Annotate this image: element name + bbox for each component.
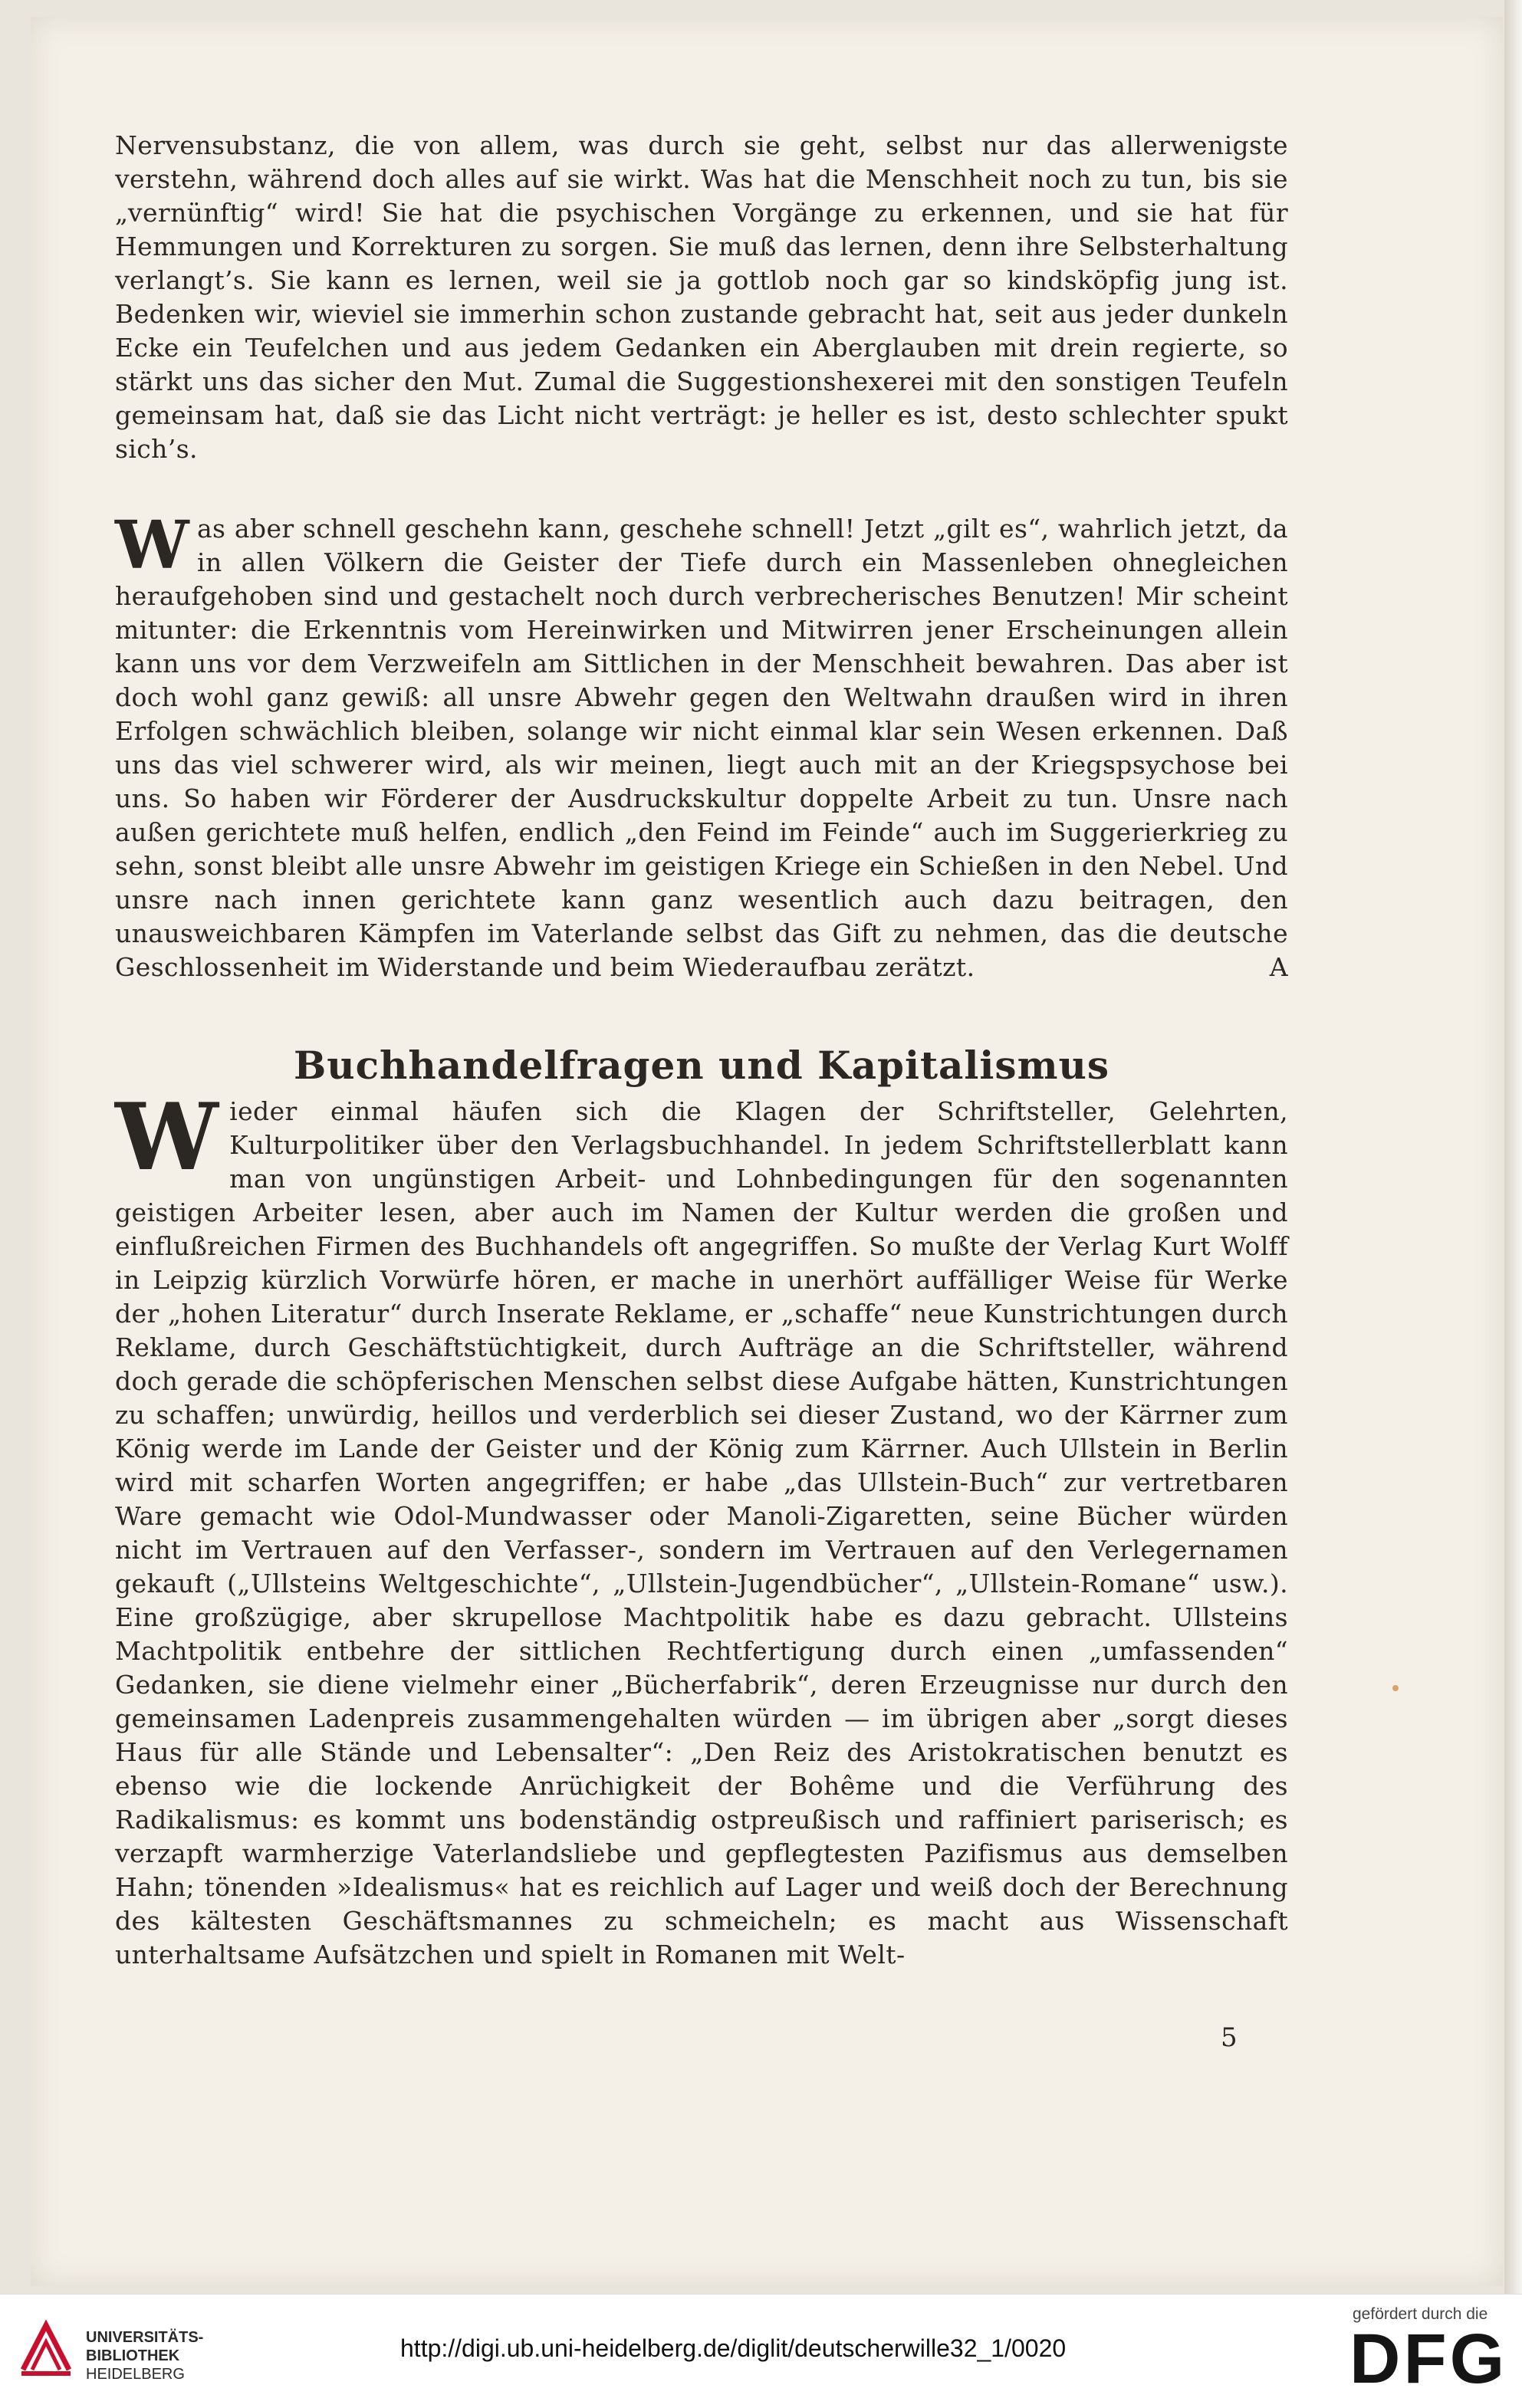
author-signature: A — [1269, 952, 1288, 982]
section-heading: Buchhandelfragen und Kapitalismus — [294, 1043, 1109, 1088]
paragraph-1-text: Nervensubstanz, die von allem, was durch sie geht, selbst nur das allerwenigste verstehn, während doch alles auf sie wirkt. Was hat die Menschheit noch zu tun, bis sie „vernünftig“ wird! Sie hat die psychischen Vorgänge zu erkennen, und sie hat für Hemmungen und Korrekturen zu sorgen. Sie muß das lernen, denn ihre Selbsterhaltung verlangt’s. Sie kann es lernen, weil sie ja gottlob noch gar so kindsköpfig jung ist. Bedenken wir, wieviel sie immerhin schon zustande gebracht hat, seit aus jeder dunkeln Ecke ein Teufelchen und aus jedem Gedanken ein Aberglauben mit drein regierte, so stärkt uns das sicher den Mut. Zumal die Suggestionshexerei mit den sonstigen Teufeln gemeinsam hat, daß sie das Licht nicht verträgt: je heller es ist, desto schlechter spukt sich’s. — [115, 130, 1288, 464]
library-name-line-2: BIBLIOTHEK — [86, 2347, 180, 2364]
page-number: 5 — [1221, 2022, 1238, 2053]
drop-cap-w-large: W — [115, 1083, 219, 1191]
drop-cap-w: W — [115, 507, 189, 584]
paragraph-3-text: ieder einmal häufen sich die Klagen der Schriftsteller, Gelehrten, Kulturpolitiker über den Verlagsbuchhandel. In jedem Schriftstellerblatt kann man von ungünstigen Arbeit- und Lohnbedingungen für den sogenannten geistigen Arbeiter lesen, aber auch im Namen der Kultur werden die großen und einflußreichen Firmen des Buchhandels oft angegriffen. So mußte der Verlag Kurt Wolff in Leipzig kürzlich Vorwürfe hören, er mache in unerhört auffälliger Weise für Werke der „hohen Literatur“ durch Inserate Reklame, er „schaffe“ neue Kunstrichtungen durch Reklame, durch Geschäftstüchtigkeit, durch Aufträge an die Schriftsteller, während doch gerade die schöpferischen Menschen selbst diese Aufgabe hätten, Kunstrichtungen zu schaffen; unwürdig, heillos und verderblich sei dieser Zustand, wo der Kärrner zum König werde im Lande der Geister und der König zum Kärrner. Auch Ullstein in Berlin wird mit scharfen Worten angegriffen; er habe „das Ullstein-Buch“ zur vertretbaren Ware gemacht wie Odol-Mundwasser oder Manoli-Zigaretten, seine Bücher würden nicht im Vertrauen auf den Verfasser-, sondern im Vertrauen auf den Verlegernamen gekauft („Ullsteins Weltgeschichte“, „Ullstein-Jugendbücher“, „Ullstein-Romane“ usw.). Eine großzügige, aber skrupellose Machtpolitik habe es dazu gebracht. Ullsteins Machtpolitik entbehre der sittlichen Rechtfertigung durch einen „umfassenden“ Gedanken, sie diene vielmehr einer „Bücherfabrik“, deren Erzeugnisse nur durch den gemeinsamen Ladenpreis zusammengehalten würden — im übrigen aber „sorgt dieses Haus für alle Stände und Lebensalter“: „Den Reiz des Aristokratischen benutzt es ebenso wie die lockende Anrüchigkeit der Bohême und die Verführung des Radikalismus: es kommt uns bodenständig ostpreußisch und raffiniert pariserisch; es verzapft warmherzige Vaterlandsliebe und gepflegtesten Pazifismus aus demselben Hahn; tönenden »Idealismus« hat es reichlich auf Lager und weiß doch der Berechnung des kältesten Geschäftsmannes zu schmeicheln; es macht aus Wissenschaft unterhaltsame Aufsätzchen und spielt in Romanen mit Welt- — [115, 1096, 1288, 1969]
paragraph-2 — [115, 507, 1288, 984]
university-library-logo[interactable] — [15, 2310, 215, 2387]
margin-mark — [1392, 1685, 1399, 1691]
dfg-logo[interactable]: DFG — [1349, 2320, 1508, 2398]
digitization-footer — [0, 2294, 1522, 2408]
funded-by-label: gefördert durch die — [1353, 2305, 1488, 2323]
library-name — [86, 2328, 203, 2383]
library-name-line-3: HEIDELBERG — [86, 2366, 185, 2383]
library-emblem-icon — [15, 2316, 77, 2380]
paragraph-3 — [115, 1083, 1288, 1972]
paragraph-2-text: as aber schnell geschehn kann, geschehe schnell! Jetzt „gilt es“, wahrlich jetzt, da in allen Völkern die Geister der Tiefe durch ein Massenleben ohnegleichen heraufgehoben sind und gestachelt noch durch verbrecherisches Benutzen! Mir scheint mitunter: die Erkenntnis vom Hereinwirken und Mitwirren jener Erscheinungen allein kann uns vor dem Verzweifeln am Sittlichen in der Menschheit bewahren. Das aber ist doch wohl ganz gewiß: all unsre Abwehr gegen den Weltwahn draußen wird in ihren Erfolgen schwächlich bleiben, solange wir nicht einmal klar sein Wesen erkennen. Daß uns das viel schwerer wird, als wir meinen, liegt auch mit an der Kriegspsychose bei uns. So haben wir Förderer der Ausdruckskultur doppelte Arbeit zu tun. Unsre nach außen gerichtete muß helfen, endlich „den Feind im Feinde“ auch im Suggerierkrieg zu sehn, sonst bleibt alle unsre Abwehr im geistigen Kriege ein Schießen in den Nebel. Und unsre nach innen gerichtete kann ganz wesentlich auch dazu beitragen, den unausweichbaren Kämpfen im Vaterlande selbst das Gift zu nehmen, das die deutsche Geschlossenheit im Widerstande und beim Wiederaufbau zerätzt. — [115, 514, 1288, 982]
library-name-line-1: UNIVERSITÄTS- — [86, 2329, 204, 2346]
page-edge-shadow — [1504, 0, 1522, 2294]
source-url-link[interactable]: http://digi.ub.uni-heidelberg.de/diglit/deutscherwille32_1/0020 — [400, 2334, 1067, 2362]
paragraph-1 — [115, 129, 1288, 466]
